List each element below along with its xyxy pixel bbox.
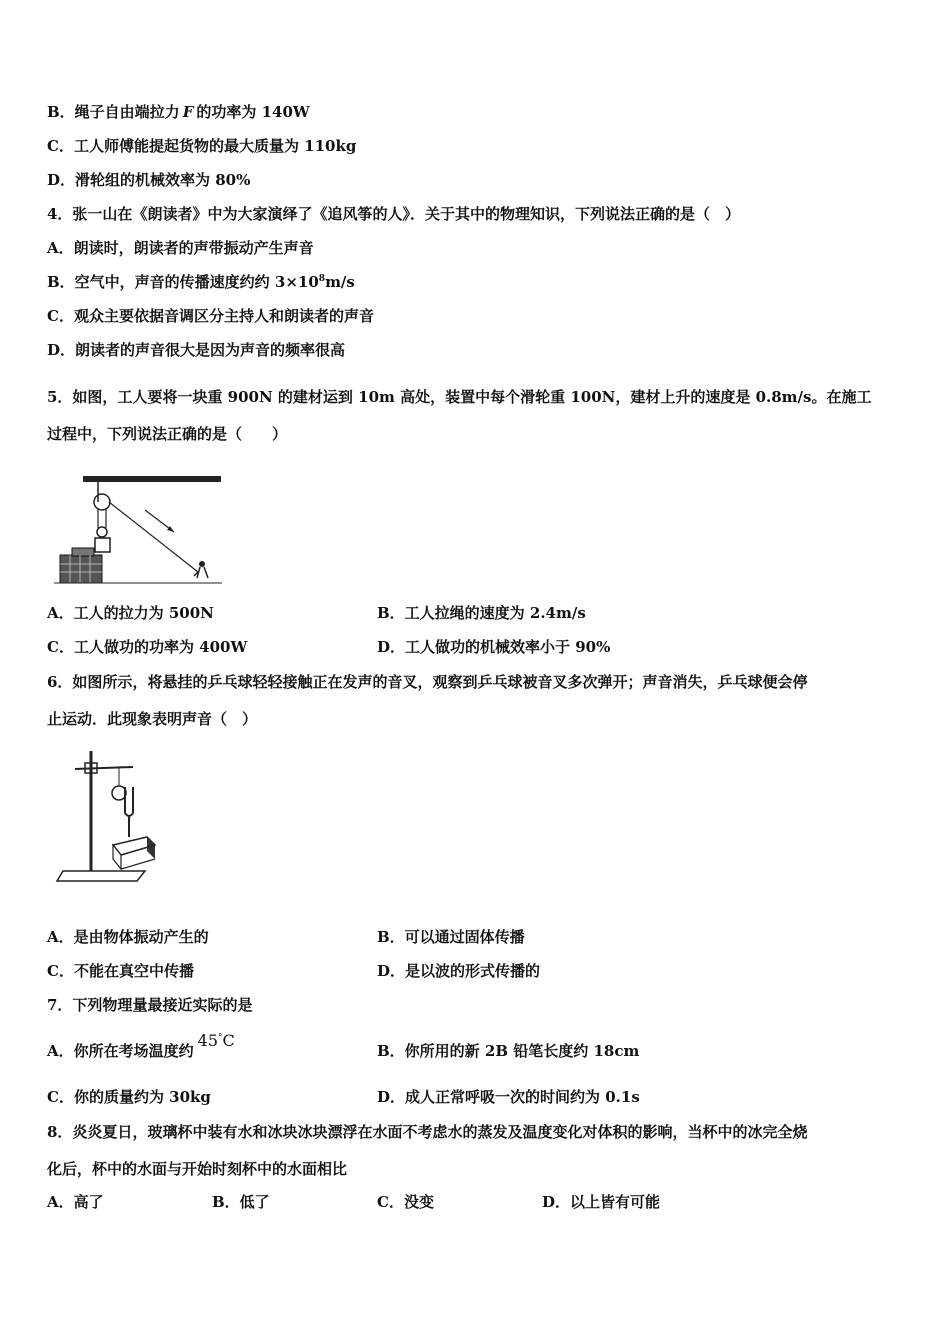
q4-option-d: D．朗读者的声音很大是因为声音的频率很高 — [47, 341, 346, 359]
q5-stem-line2: 过程中，下列说法正确的是（ ） — [47, 425, 288, 443]
q8-stem-line2: 化后，杯中的水面与开始时刻杯中的水面相比 — [47, 1160, 348, 1178]
q8-option-a: A．高了 — [47, 1193, 104, 1211]
q6-option-a: A．是由物体振动产生的 — [47, 928, 209, 946]
q4-option-b: B．空气中，声音的传播速度约约 $3\times 10^8m/s$ — [47, 273, 355, 291]
movable-pulley — [97, 527, 107, 537]
q7-stem: 7．下列物理量最接近实际的是 — [47, 996, 253, 1014]
q3-option-b: B．绳子自由端拉力 F 的功率为 140W — [47, 103, 310, 121]
q6-option-d: D．是以波的形式传播的 — [377, 962, 541, 980]
q4-option-c: C．观众主要依据音调区分主持人和朗读者的声音 — [47, 307, 374, 325]
q7-option-c: C．你的质量约为 30kg — [47, 1088, 211, 1106]
ping-pong-ball — [112, 786, 126, 800]
rope — [109, 502, 198, 572]
q5-stem-line1: 5．如图，工人要将一块重 900N 的建材运到 10m 高处，装置中每个滑轮重 100N，建材上升的速度是 0.8m/s。在施工 — [47, 388, 872, 406]
stand-base — [57, 871, 145, 881]
clamp-arm — [75, 767, 133, 769]
q7-option-a: A．你所在考场温度约45°C — [47, 1031, 235, 1060]
building-material — [95, 538, 110, 552]
pulley-system-figure — [50, 472, 225, 590]
brick-stack — [60, 548, 102, 583]
worker-figure — [194, 567, 208, 578]
q8-stem-line1: 8．炎炎夏日，玻璃杯中装有水和冰块冰块漂浮在水面不考虑水的蒸发及温度变化对体积的影响，当杯中的冰完全烧 — [47, 1123, 808, 1141]
q8-option-c: C．没变 — [377, 1193, 434, 1211]
q6-option-c: C．不能在真空中传播 — [47, 962, 194, 980]
q6-stem-line1: 6．如图所示，将悬挂的乒乓球轻轻接触正在发声的音叉，观察到乒乓球被音叉多次弹开；声音消失，乒乓球便会停 — [47, 673, 808, 691]
fixed-pulley — [94, 494, 110, 510]
q5-option-a: A．工人的拉力为 500N — [47, 604, 214, 622]
q4-stem: 4．张一山在《朗读者》中为大家演绎了《追风筝的人》．关于其中的物理知识，下列说法正确的是（ ） — [47, 205, 740, 223]
q5-option-d: D．工人做功的机械效率小于 90% — [377, 638, 611, 656]
q6-stem-line2: 止运动．此现象表明声音（ ） — [47, 710, 258, 728]
q5-option-b: B．工人拉绳的速度为 2.4m/s — [377, 604, 586, 622]
q5-option-c: C．工人做功的功率为 400W — [47, 638, 248, 656]
q3-option-d: D．滑轮组的机械效率为 80% — [47, 171, 251, 189]
q7-option-d: D．成人正常呼吸一次的时间约为 0.1s — [377, 1088, 640, 1106]
q8-option-b: B．低了 — [212, 1193, 270, 1211]
q6-option-b: B．可以通过固体传播 — [377, 928, 525, 946]
q3-option-c: C．工人师傅能提起货物的最大质量为 110kg — [47, 137, 357, 155]
q7-option-b: B．你所用的新 2B 铅笔长度约 18cm — [377, 1042, 640, 1060]
q4-option-a: A．朗读时，朗读者的声带振动产生声音 — [47, 239, 314, 257]
ceiling-beam — [83, 476, 221, 482]
q8-option-d: D．以上皆有可能 — [542, 1193, 661, 1211]
tuning-fork-figure — [55, 745, 165, 895]
